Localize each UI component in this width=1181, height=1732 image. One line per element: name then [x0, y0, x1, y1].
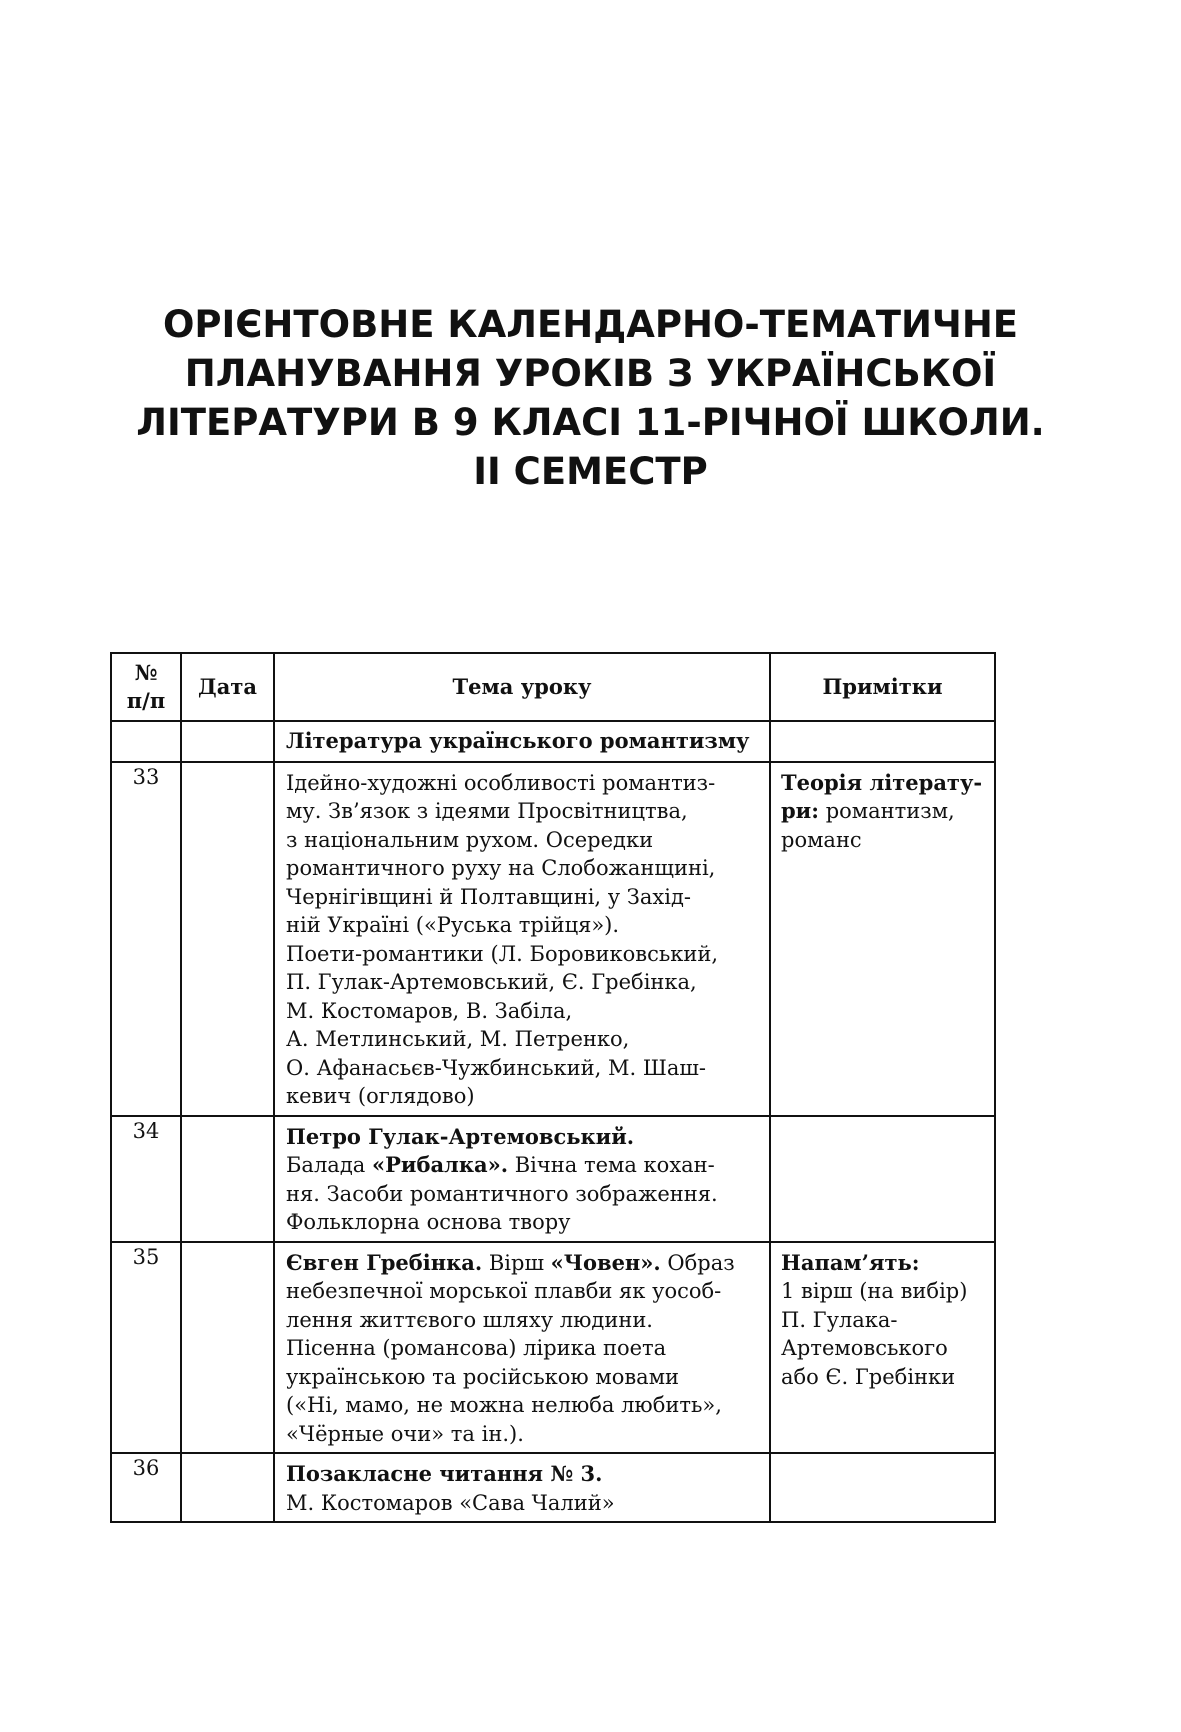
topic-text: Образ: [660, 1250, 735, 1275]
lesson-number: 33: [111, 762, 181, 1116]
topic-line: П. Гулак-Артемовський, Є. Гребінка,: [286, 970, 697, 994]
topic-line: небезпечної морської плавби як уособ-: [286, 1279, 722, 1303]
work-title: «Човен».: [550, 1249, 661, 1275]
title-line: ПЛАНУВАННЯ УРОКІВ З УКРАЇНСЬКОЇ: [184, 352, 997, 395]
topic-cell: [274, 1242, 770, 1454]
section-notes-cell: [770, 721, 995, 762]
note-heading: Напам’ять:: [781, 1249, 920, 1275]
topic-line: Пісенна (романсова) лірика поета: [286, 1336, 667, 1360]
topic-line: українською та російською мовами: [286, 1364, 680, 1389]
author-name: Євген Гребінка.: [286, 1249, 483, 1275]
header-number-sign: №: [134, 659, 158, 685]
header-topic: Тема уроку: [274, 653, 770, 721]
date-cell: [181, 1453, 274, 1522]
work-title: «Рибалка».: [371, 1152, 509, 1177]
topic-line: ній Україні («Руська трійця»).: [286, 913, 620, 937]
topic-line: Ідейно-художні особливості романтиз-: [286, 770, 716, 795]
note-line: 1 вірш (на вибір): [781, 1279, 968, 1303]
notes-cell: [770, 1242, 995, 1454]
note-line: або Є. Гребінки: [781, 1364, 956, 1389]
table-row: [111, 1116, 995, 1242]
title-line: ЛІТЕРАТУРИ В 9 КЛАСІ 11-РІЧНОЇ ШКОЛИ.: [136, 401, 1045, 444]
topic-line: «Чёрные очи» та ін.).: [286, 1421, 524, 1446]
header-number-abbr: п/п: [126, 688, 166, 713]
lesson-number: 34: [111, 1116, 181, 1242]
table-row: [111, 1453, 995, 1522]
topic-line: А. Метлинський, М. Петренко,: [286, 1027, 630, 1051]
notes-cell: [770, 1453, 995, 1522]
topic-line: ня. Засоби романтичного зображення.: [286, 1181, 718, 1206]
topic-line: О. Афанасьєв-Чужбинський, М. Шаш-: [286, 1055, 706, 1080]
topic-line: му. Зв’язок з ідеями Просвітництва,: [286, 799, 688, 823]
section-num-cell: [111, 721, 181, 762]
table-row: [111, 1242, 995, 1454]
date-cell: [181, 762, 274, 1116]
note-heading-end: ри:: [781, 798, 820, 823]
date-cell: [181, 1116, 274, 1242]
lesson-number: 35: [111, 1242, 181, 1454]
topic-line: Фольклорна основа твору: [286, 1210, 571, 1234]
note-line: Артемовського: [781, 1336, 948, 1360]
topic-line: з національним рухом. Осередки: [286, 827, 654, 852]
note-heading: Теорія літерату-: [781, 769, 983, 795]
header-date: Дата: [181, 653, 274, 721]
note-line: романс: [781, 827, 862, 852]
topic-cell: [274, 762, 770, 1116]
topic-line: («Ні, мамо, не можна нелюба любить»,: [286, 1393, 722, 1417]
author-name: Петро Гулак-Артемовський.: [286, 1123, 635, 1149]
title-line: ОРІЄНТОВНЕ КАЛЕНДАРНО-ТЕМАТИЧНЕ: [162, 303, 1019, 346]
topic-heading: Позакласне читання № 3.: [286, 1461, 603, 1486]
lesson-plan-table: [110, 652, 996, 1523]
date-cell: [181, 1242, 274, 1454]
topic-cell: [274, 1453, 770, 1522]
section-title: Література українського романтизму: [274, 721, 770, 762]
topic-line: лення життєвого шляху людини.: [286, 1307, 653, 1332]
topic-line: М. Костомаров «Сава Чалий»: [286, 1490, 615, 1515]
table-header-row: [111, 653, 995, 721]
note-line: [781, 797, 986, 826]
header-notes: Примітки: [770, 653, 995, 721]
topic-line: Чернігівщині й Полтавщині, у Захід-: [286, 884, 691, 909]
topic-text: Вічна тема кохан-: [508, 1153, 715, 1177]
table-row: [111, 762, 995, 1116]
topic-line: Поети-романтики (Л. Боровиковський,: [286, 941, 719, 966]
topic-line: [286, 1151, 759, 1180]
topic-text: Вірш: [482, 1250, 551, 1275]
topic-line: М. Костомаров, В. Забіла,: [286, 998, 573, 1023]
section-date-cell: [181, 721, 274, 762]
topic-line: романтичного руху на Слобожанщині,: [286, 856, 716, 880]
page-title: [0, 300, 1181, 496]
section-row: [111, 721, 995, 762]
topic-line: [286, 1249, 759, 1278]
topic-line: кевич (оглядово): [286, 1084, 475, 1108]
note-text: романтизм,: [819, 799, 955, 823]
topic-text: Балада: [286, 1153, 372, 1177]
note-line: П. Гулака-: [781, 1307, 898, 1332]
topic-cell: [274, 1116, 770, 1242]
notes-cell: [770, 1116, 995, 1242]
title-line: ІІ СЕМЕСТР: [473, 450, 708, 493]
lesson-number: 36: [111, 1453, 181, 1522]
notes-cell: [770, 762, 995, 1116]
header-number: [111, 653, 181, 721]
